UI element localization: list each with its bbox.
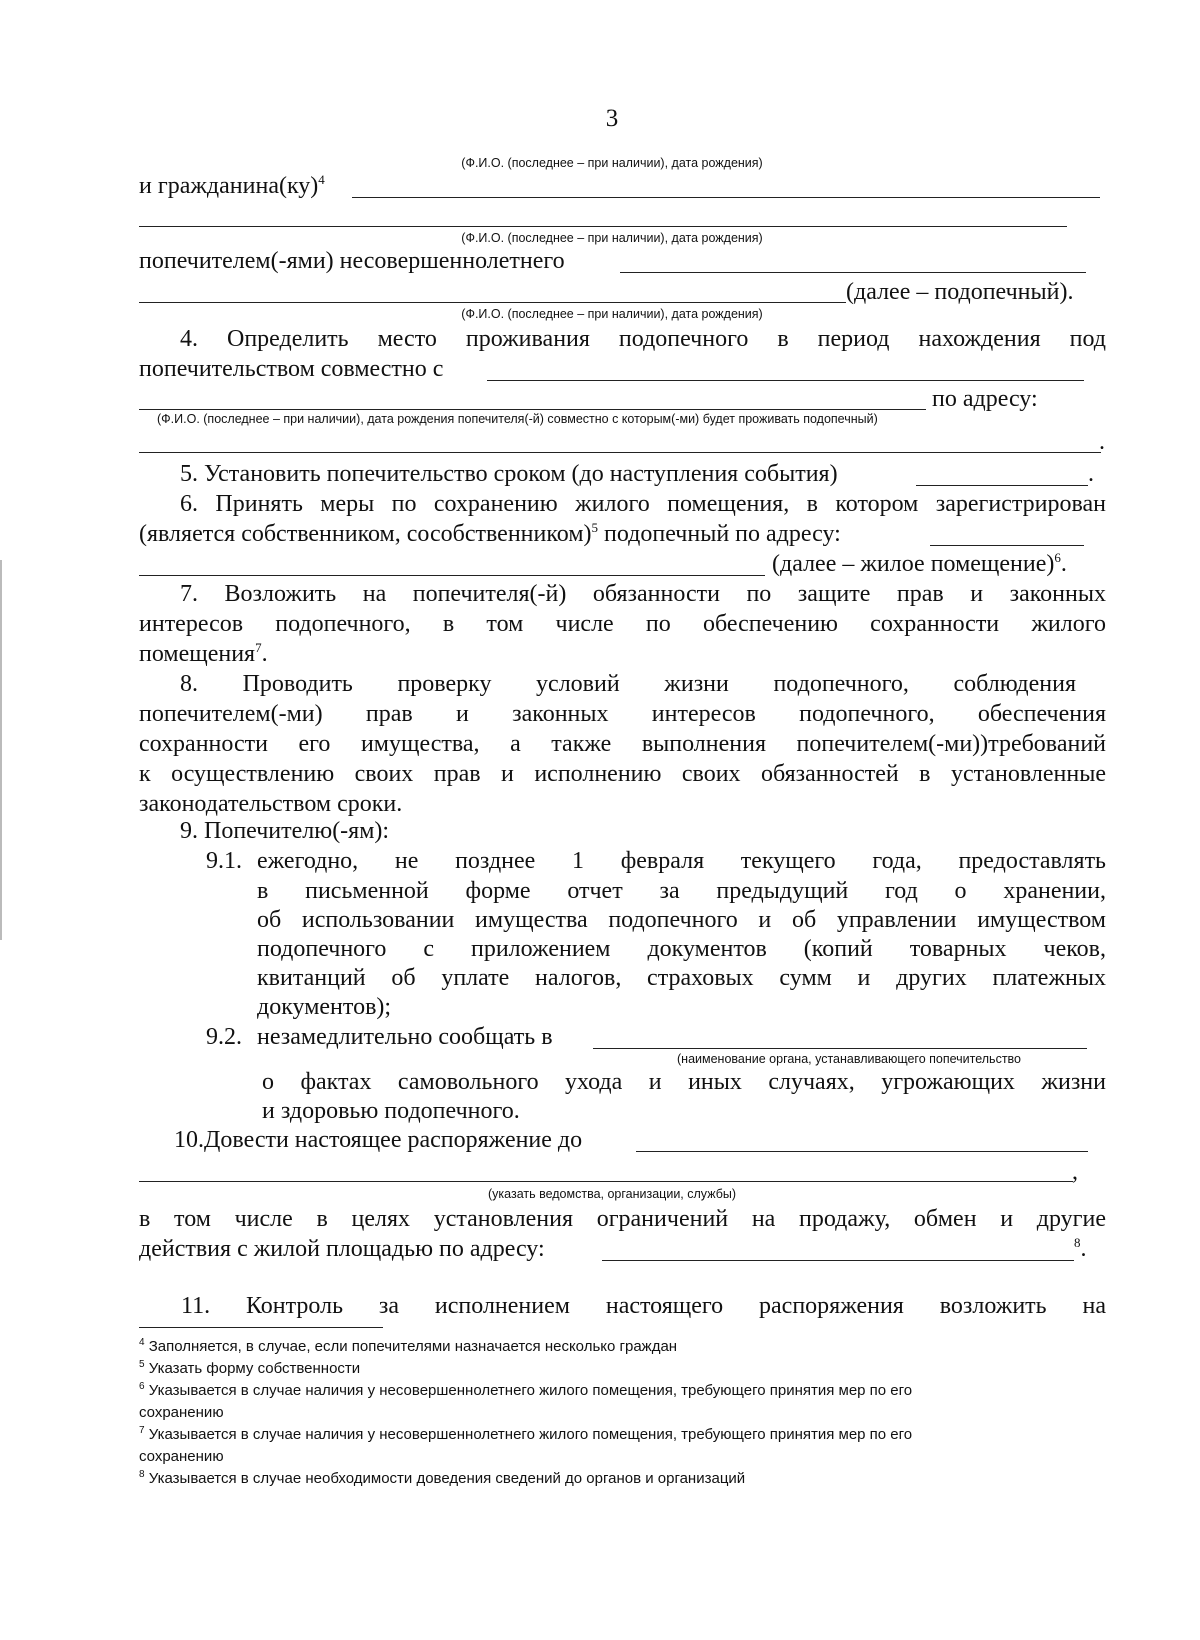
paragraph-8-line: попечителем(-ми) прав и законных интересов подопечного, обеспечения [139,701,1106,727]
paragraph-5: 5. Установить попечительство сроком (до наступления события) [180,461,838,487]
citizen-label: и гражданина(ку)$^4$ [139,172,325,199]
fill-line [139,1181,1073,1182]
fio-caption: (Ф.И.О. (последнее – при наличии), дата рождения) [461,231,763,245]
authority-caption: (наименование органа, устанавливающего попечительство [677,1052,1021,1066]
address-label: по адресу: [932,386,1038,412]
footnote-ref: 6 [1054,550,1061,565]
fill-line [930,545,1084,546]
paragraph-8-line: к осуществлению своих прав и исполнению своих обязанностей в установленные [139,761,1106,787]
paragraph-7-line: помещения$^7$. [139,640,268,667]
item-9-1-line: ежегодно, не позднее 1 февраля текущего года, предоставлять [257,848,1106,874]
fill-line [636,1151,1088,1152]
agencies-caption: (указать ведомства, организации, службы) [488,1187,736,1201]
footnote: $^7$ Указывается в случае наличия у несовершеннолетнего жилого помещения, требующего принятия мер по его [139,1425,913,1443]
item-9-2-line: и здоровью подопечного. [262,1098,520,1124]
paragraph-8-line: законодательством сроки. [139,791,403,817]
paragraph-10-line: 10.Довести настоящее распоряжение до [174,1127,583,1153]
paragraph-6-line: (далее – жилое помещение)$^6$. [772,550,1067,577]
fill-line [916,485,1088,486]
cohabitant-caption: (Ф.И.О. (последнее – при наличии), дата рождения попечителя(-й) совместно с которым(-ми) будет проживать подопечный) [157,412,878,426]
footnote: $^5$ Указать форму собственности [139,1359,361,1377]
line-end-dot: . [1099,429,1105,455]
page-number: 3 [605,105,619,132]
fio-caption: (Ф.И.О. (последнее – при наличии), дата рождения) [461,307,763,321]
item-9-2-line: о фактах самовольного ухода и иных случаях, угрожающих жизни [262,1069,1106,1095]
line-end-comma: , [1072,1159,1078,1185]
item-9-1-line: подопечного с приложением документов (копий товарных чеков, [257,936,1106,962]
paragraph-4-line: 4. Определить место проживания подопечного в период нахождения под [180,326,1106,352]
footnote-ref: 8 [1074,1235,1081,1250]
footnote-continuation: сохранению [139,1404,224,1421]
paragraph-4-line: попечительством совместно с [139,356,444,382]
footnote-continuation: сохранению [139,1448,224,1465]
footnote-ref: 4 [318,172,325,187]
fill-line [139,452,1101,453]
trustee-label: попечителем(-ями) несовершеннолетнего [139,248,565,274]
paragraph-10-line: в том числе в целях установления ограничений на продажу, обмен и другие [139,1206,1106,1232]
paragraph-8-line: сохранности его имущества, а также выполнения попечителем(-ми))требований [139,731,1106,757]
item-9-2-number: 9.2. [206,1024,242,1050]
paragraph-7-line: 7. Возложить на попечителя(-й) обязанности по защите прав и законных [180,581,1106,607]
fill-line [139,575,765,576]
item-9-1-line: в письменной форме отчет за предыдущий год о хранении, [257,878,1106,904]
footnote: $^8$ Указывается в случае необходимости доведения сведений до органов и организаций [139,1469,746,1487]
fill-line [487,380,1084,381]
fill-line [139,302,846,303]
ward-suffix: (далее – подопечный). [846,279,1074,305]
paragraph-7-line: интересов подопечного, в том числе по обеспечению сохранности жилого [139,611,1106,637]
footnote: $^6$ Указывается в случае наличия у несовершеннолетнего жилого помещения, требующего принятия мер по его [139,1381,913,1399]
fill-line [593,1048,1087,1049]
footnote-ref: 7 [255,640,262,655]
footnote-separator [139,1327,383,1328]
paragraph-8-line: 8. Проводить проверку условий жизни подопечного, соблюдения [180,671,1076,697]
paragraph-9-title: 9. Попечителю(-ям): [180,818,390,844]
item-9-1-line: документов); [257,994,392,1020]
fio-caption: (Ф.И.О. (последнее – при наличии), дата рождения) [461,156,763,170]
fill-line [139,409,926,410]
footnote: $^4$ Заполняется, в случае, если попечителями назначается несколько граждан [139,1337,678,1355]
paragraph-10-line: действия с жилой площадью по адресу: [139,1236,545,1262]
scan-edge-mark [0,560,2,940]
item-9-1-line: квитанций об уплате налогов, страховых сумм и других платежных [257,965,1106,991]
fill-line [352,197,1100,198]
fill-line [620,272,1086,273]
item-9-1-number: 9.1. [206,848,242,874]
paragraph-6-line: 6. Принять меры по сохранению жилого помещения, в котором зарегистрирован [180,491,1106,517]
paragraph-10-line: $^8$. [1074,1235,1087,1262]
paragraph-11: 11. Контроль за исполнением настоящего распоряжения возложить на [181,1293,1106,1319]
item-9-1-line: об использовании имущества подопечного и об управлении имуществом [257,907,1106,933]
fill-line [139,226,1067,227]
item-9-2-line: незамедлительно сообщать в [257,1024,553,1050]
fill-line [602,1260,1074,1261]
line-end-dot: . [1088,461,1094,487]
paragraph-6-line: (является собственником, сособственником)$^5$ подопечный по адресу: [139,520,841,547]
footnote-ref: 5 [591,520,599,535]
